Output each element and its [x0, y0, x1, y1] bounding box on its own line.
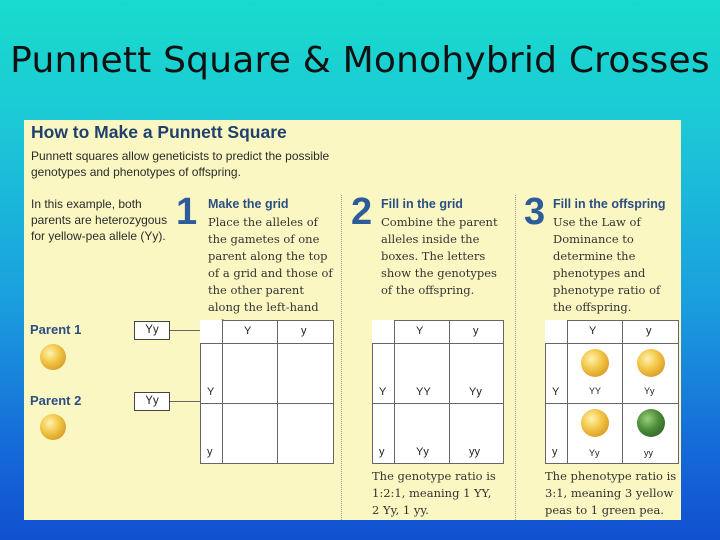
step-2-number: 2 — [351, 191, 373, 233]
parent-2-arrow — [170, 401, 200, 402]
grid2-top-allele-1: Y — [416, 325, 424, 337]
step-2-text: Combine the parent alleles inside the boxes. The letters show the genotypes of the offspring. — [381, 215, 498, 297]
step-3-text: Use the Law of Dominance to determine the phenotypes and phenotype ratio of the offspring. — [553, 215, 661, 314]
grid1-left-allele-2: y — [207, 446, 213, 458]
parent-1-pea-icon — [40, 344, 66, 370]
grid3-genotype-yy: yy — [644, 448, 653, 458]
example-text: In this example, both parents are heterozygous for yellow-pea allele (Yy). — [31, 197, 168, 243]
parent-1-arrow — [170, 330, 200, 331]
grid2-genotype-Yy-1: Yy — [469, 386, 482, 398]
genotype-ratio-text: The genotype ratio is 1:2:1, meaning 1 YY, 2 Yy, 1 yy. — [372, 469, 496, 517]
step-3-title: Fill in the offspring — [553, 197, 666, 211]
parent-1-label: Parent 1 — [30, 322, 82, 337]
parent-2-label: Parent 2 — [30, 393, 82, 408]
grid3-left-allele-1: Y — [552, 386, 560, 398]
grid2-genotype-Yy-2: Yy — [416, 446, 429, 458]
punnett-grid-step-1 — [200, 320, 334, 464]
parent-1-genotype: Yy — [134, 321, 170, 340]
parent-2-genotype: Yy — [134, 392, 170, 411]
column-divider — [515, 195, 516, 520]
punnett-figure — [24, 120, 681, 520]
grid1-top-allele-1: Y — [244, 325, 252, 337]
phenotype-ratio-text: The phenotype ratio is 3:1, meaning 3 yellow peas to 1 green pea. — [545, 469, 677, 517]
step-1-number: 1 — [176, 191, 198, 233]
offspring-green-pea-icon — [637, 409, 665, 437]
figure-intro: Punnett squares allow geneticists to predict the possible genotypes and phenotypes of offspring. — [31, 149, 330, 179]
grid3-left-allele-2: y — [552, 446, 558, 458]
grid3-top-allele-2: y — [646, 325, 652, 337]
step-1-text: Place the alleles of the gametes of one parent along the top of a grid and those of the other parent along the left-hand — [208, 215, 333, 314]
slide-title: Punnett Square & Monohybrid Crosses — [10, 40, 710, 81]
grid2-left-allele-2: y — [379, 446, 385, 458]
offspring-yellow-pea-icon — [581, 349, 609, 377]
step-3-number: 3 — [524, 191, 546, 233]
grid2-genotype-YY: YY — [416, 386, 431, 398]
grid3-genotype-Yy-2: Yy — [589, 448, 600, 458]
grid2-left-allele-1: Y — [379, 386, 387, 398]
grid2-top-allele-2: y — [473, 325, 479, 337]
offspring-yellow-pea-icon — [637, 349, 665, 377]
punnett-grid-step-2 — [372, 320, 504, 464]
grid3-genotype-Yy-1: Yy — [644, 386, 655, 396]
grid1-top-allele-2: y — [301, 325, 307, 337]
figure-heading: How to Make a Punnett Square — [31, 122, 287, 142]
punnett-grid-step-3 — [545, 320, 679, 464]
step-2-title: Fill in the grid — [381, 197, 463, 211]
grid1-left-allele-1: Y — [207, 386, 215, 398]
column-divider — [341, 195, 342, 520]
grid2-genotype-yy: yy — [469, 446, 480, 458]
step-1-title: Make the grid — [208, 197, 289, 211]
grid3-top-allele-1: Y — [589, 325, 597, 337]
grid3-genotype-YY: YY — [589, 386, 602, 396]
offspring-yellow-pea-icon — [581, 409, 609, 437]
parent-2-pea-icon — [40, 414, 66, 440]
